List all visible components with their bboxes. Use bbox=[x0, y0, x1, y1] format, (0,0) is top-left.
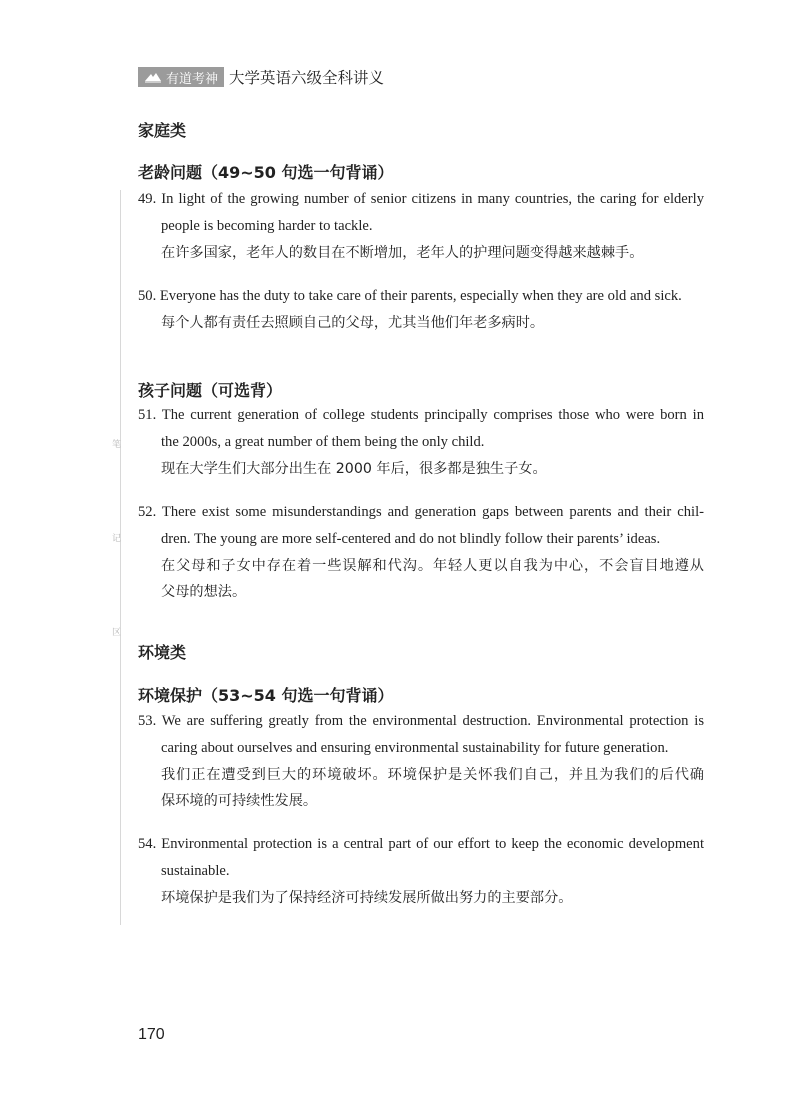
sentence-item bbox=[138, 402, 704, 482]
chinese-line: 在许多国家，老年人的数目在不断增加，老年人的护理问题变得越来越棘手。 bbox=[161, 245, 644, 261]
notes-label-char: 笔 bbox=[112, 440, 122, 450]
english-line: sustainable. bbox=[161, 863, 230, 879]
english-line: dren. The young are more self-centered and do not blindly follow their parents’ ideas. bbox=[161, 531, 661, 547]
english-line: 50. Everyone has the duty to take care of their parents, especially when they are old and sick. bbox=[138, 288, 682, 304]
english-line: 52. There exist some misunderstandings and generation gaps between parents and their chil- bbox=[138, 504, 704, 520]
chinese-line: 我们正在遭受到巨大的环境破坏。环境保护是关怀我们自己，并且为我们的后代确 bbox=[161, 767, 704, 783]
chinese-line: 保环境的可持续性发展。 bbox=[161, 793, 318, 809]
english-line: 49. In light of the growing number of senior citizens in many countries, the caring for elderly bbox=[138, 191, 704, 207]
chinese-line: 在父母和子女中存在着一些误解和代沟。年轻人更以自我为中心，不会盲目地遵从 bbox=[161, 558, 704, 574]
logo-text: 有道考神 bbox=[166, 71, 219, 87]
header-title: 大学英语六级全科讲义 bbox=[229, 69, 385, 87]
sentence-item bbox=[138, 708, 704, 814]
publisher-logo bbox=[138, 67, 224, 87]
notes-label-char: 记 bbox=[112, 534, 122, 544]
sentence-item bbox=[138, 831, 704, 911]
sentence-item bbox=[138, 499, 704, 605]
chinese-line: 环境保护是我们为了保持经济可持续发展所做出努力的主要部分。 bbox=[161, 890, 573, 906]
english-line: 51. The current generation of college students principally comprises those who were born in bbox=[138, 407, 704, 423]
chinese-line: 每个人都有责任去照顾自己的父母，尤其当他们年老多病时。 bbox=[161, 315, 545, 331]
notes-margin-rule bbox=[120, 190, 121, 925]
subsection-heading: 环境保护（53~54 句选一句背诵） bbox=[138, 686, 394, 705]
category-heading: 环境类 bbox=[138, 643, 187, 662]
english-line: 53. We are suffering greatly from the environmental destruction. Environmental protection is bbox=[138, 713, 704, 729]
book-icon bbox=[144, 71, 162, 83]
category-heading: 家庭类 bbox=[138, 121, 187, 140]
english-line: people is becoming harder to tackle. bbox=[161, 218, 373, 234]
sentence-item bbox=[138, 283, 704, 336]
page-number: 170 bbox=[138, 1026, 165, 1043]
english-line: caring about ourselves and ensuring environmental sustainability for future generation. bbox=[161, 740, 669, 756]
english-line: 54. Environmental protection is a central part of our effort to keep the economic development bbox=[138, 836, 704, 852]
subsection-heading: 老龄问题（49~50 句选一句背诵） bbox=[138, 163, 394, 182]
english-line: the 2000s, a great number of them being the only child. bbox=[161, 434, 485, 450]
notes-label-char: 区 bbox=[112, 628, 122, 638]
chinese-line: 现在大学生们大部分出生在 2000 年后，很多都是独生子女。 bbox=[161, 461, 547, 477]
sentence-item bbox=[138, 186, 704, 266]
running-header bbox=[138, 66, 384, 88]
subsection-heading: 孩子问题（可选背） bbox=[138, 381, 283, 400]
chinese-line: 父母的想法。 bbox=[161, 584, 247, 600]
